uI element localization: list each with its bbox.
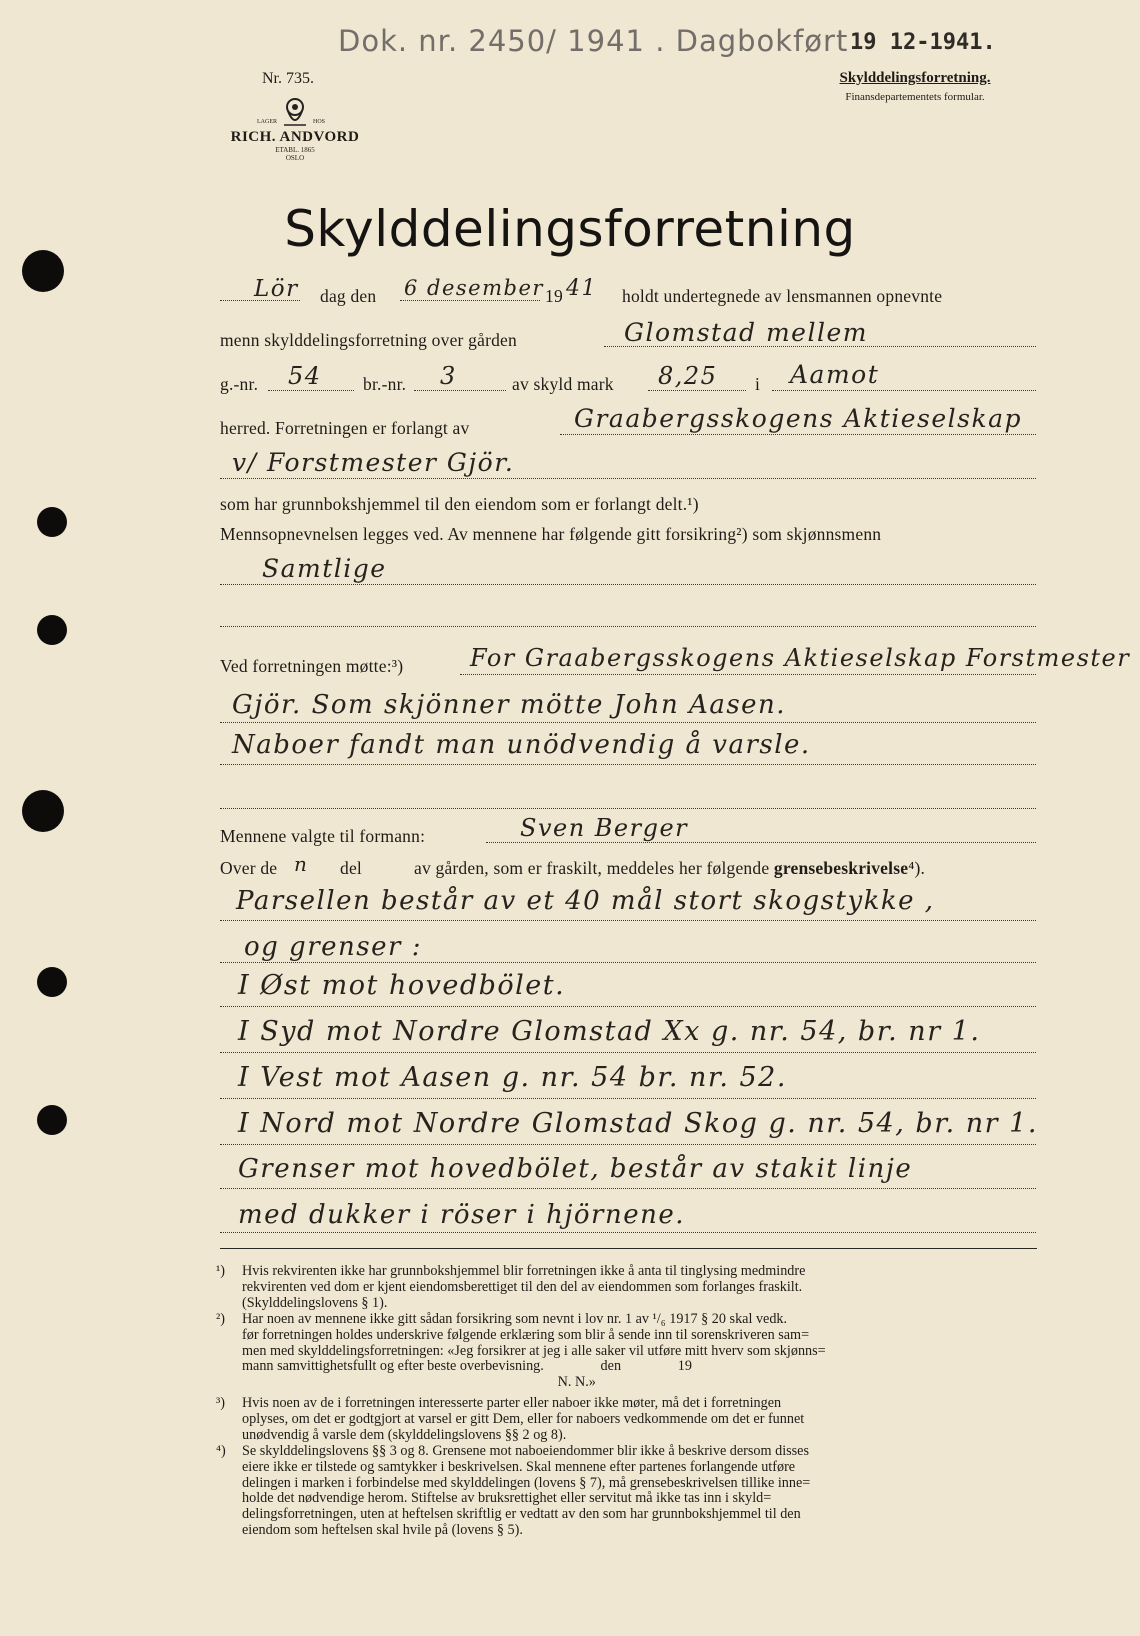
boundary-line-5: I Vest mot Aasen g. nr. 54 br. nr. 52.: [238, 1062, 787, 1093]
footnote-3: [216, 1396, 1042, 1443]
footnote-4: [216, 1444, 1042, 1539]
gnr-handwritten: 54: [288, 362, 322, 390]
label-year-prefix: 19: [545, 286, 563, 306]
text-fraskilt: av gården, som er fraskilt, meddeles her følgende: [414, 858, 770, 878]
attended-line-1: For Graabergsskogens Aktieselskap Forstmester: [470, 644, 1131, 672]
footnote-number: ²): [216, 1311, 225, 1327]
text-grunnbokshjemmel: som har grunnbokshjemmel til den eiendom som er forlangt delt.¹): [220, 494, 699, 514]
footnote-line: mann samvittighetsfullt og efter beste overbevisning. den 19: [242, 1358, 692, 1375]
attended-line-2: Gjör. Som skjönner mötte John Aasen.: [232, 690, 787, 720]
label-i: i: [755, 374, 761, 394]
fill-line: [460, 674, 1036, 675]
brnr-handwritten: 3: [440, 362, 457, 390]
boundary-line-8: med dukker i röser i hjörnene.: [238, 1200, 686, 1230]
herred-handwritten: Aamot: [790, 360, 880, 389]
boundary-line-7: Grenser mot hovedbölet, består av stakit linje: [238, 1154, 913, 1184]
fill-line: [560, 434, 1036, 435]
boundary-line-1: Parsellen består av et 40 mål stort skogstykke ,: [236, 886, 935, 916]
footnote-line: rekvirenten ved dom er kjent eiendomsberettiget til den del av eiendommen som forlanges fraskilt.: [242, 1278, 803, 1295]
boundary-line-4: I Syd mot Nordre Glomstad Xx g. nr. 54, br. nr 1.: [238, 1016, 981, 1047]
insured-handwritten: Samtlige: [262, 554, 387, 583]
fill-line: [414, 390, 506, 391]
footnote-line: før forretningen holdes underskrive følgende erklæring som blir å sende inn til sorenskriveren sam=: [242, 1326, 810, 1343]
footnote-line: men med skylddelingsforretningen: «Jeg forsikrer at jeg i alle saker vil utføre mitt hverv som skjønns=: [242, 1342, 826, 1359]
footnote-line: oplyses, om det er godtgjort at varsel er gitt Dem, eller for naboers vedkommende om det er funnet: [242, 1410, 805, 1427]
footnote-line: eiendom som heftelsen skal hvile på (lovens § 5).: [242, 1521, 523, 1538]
label-dag-den: dag den: [320, 286, 377, 306]
footnote-1: [216, 1264, 1042, 1311]
footnote-line: holde det nødvendige herom. Stiftelse av bruksrettighet eller servitut må ikke tas inn i skyld=: [242, 1490, 772, 1507]
fill-line: [648, 390, 746, 391]
fill-line: [220, 626, 1036, 627]
fill-line: [220, 920, 1036, 921]
year-handwritten: 41: [566, 276, 597, 301]
fill-line: [220, 764, 1036, 765]
footnote-line: Har noen av mennene ikke gitt sådan forsikring som nevnt i lov nr. 1 av ¹/₆ 1917 § 20 skal vedk.: [242, 1311, 788, 1327]
form-issuer: Finansdepartementets formular.: [845, 91, 985, 103]
fill-line: [220, 1232, 1036, 1233]
fill-line: [220, 1144, 1036, 1145]
publisher-emblem-icon: [278, 95, 312, 129]
logo-hos: HOS: [313, 119, 326, 125]
label-forlangt-av: herred. Forretningen er forlangt av: [220, 418, 470, 438]
footnote-2: [216, 1312, 1042, 1391]
label-over-den: Over de: [220, 858, 278, 878]
fill-line: [486, 842, 1036, 843]
footnote-number: ¹): [216, 1263, 225, 1279]
punch-hole: [37, 615, 67, 645]
footnote-line: Se skylddelingslovens §§ 3 og 8. Grensene mot naboeiendommer blir ikke å beskrive dersom disses: [242, 1443, 810, 1459]
punch-hole: [37, 967, 67, 997]
publisher-city: OSLO: [285, 154, 305, 162]
label-del: del: [340, 858, 362, 878]
punch-hole: [37, 507, 67, 537]
fill-line: [220, 808, 1036, 809]
fill-line: [220, 478, 1036, 479]
label-motte: Ved forretningen møtte:³): [220, 656, 404, 676]
farm-name-handwritten: Glomstad mellem: [624, 318, 868, 347]
footnote-line: delingen i marken i forbindelse med skylddelingen (lovens § 7), må grensebeskrivelsen tillike inne=: [242, 1474, 811, 1491]
footnote-line: unødvendig å varsle dem (skylddelingslovens §§ 2 og 8).: [242, 1426, 567, 1443]
fill-line: [220, 1052, 1036, 1053]
label-holdt: holdt undertegnede av lensmannen opnevnte: [622, 286, 943, 306]
requester-handwritten: Graabergsskogens Aktieselskap: [574, 404, 1023, 433]
punch-hole: [22, 790, 64, 832]
publisher-name: RICH. ANDVORD: [230, 129, 360, 145]
publisher-logo: [225, 95, 365, 162]
page-title: Skylddelingsforretning: [284, 200, 856, 258]
footnote-line: Hvis noen av de i forretningen interesserte parter eller naboer ikke møter, må det i forretningen: [242, 1395, 782, 1411]
chairman-handwritten: Sven Berger: [520, 814, 689, 842]
text-footnote-ref: ⁴).: [908, 858, 926, 878]
fill-line: [220, 1098, 1036, 1099]
label-brnr: br.-nr.: [363, 374, 407, 394]
footnote-number: ⁴): [216, 1443, 226, 1459]
fill-line: [220, 584, 1036, 585]
label-over-garden: menn skylddelingsforretning over gården: [220, 330, 517, 350]
publisher-established: ETABL. 1865: [275, 146, 315, 154]
footnote-line: Hvis rekvirenten ikke har grunnbokshjemmel blir forretningen ikke å anta til tinglysing medmindre: [242, 1263, 806, 1279]
label-formann: Mennene valgte til formann:: [220, 826, 426, 846]
label-gnr: g.-nr.: [220, 374, 259, 394]
attended-line-3: Naboer fandt man unödvendig å varsle.: [232, 730, 811, 760]
footnote-line: delingsforretningen, uten at heftelsen skriftlig er vedtatt av den som har grunnbokshjemmel til den: [242, 1506, 801, 1523]
form-name-block: [790, 70, 1040, 103]
boundary-line-2: og grenser :: [244, 932, 422, 962]
fill-line: [400, 300, 540, 301]
footnote-number: ³): [216, 1395, 225, 1411]
text-mennsopnevnelsen: Mennsopnevnelsen legges ved. Av mennene har følgende gitt forsikring²) som skjønnsmenn: [220, 524, 882, 544]
boundary-line-3: I Øst mot hovedbölet.: [238, 970, 566, 1001]
form-name: Skylddelingsforretning.: [839, 70, 991, 86]
footnote-divider: [220, 1248, 1037, 1249]
boundary-line-6: I Nord mot Nordre Glomstad Skog g. nr. 54, br. nr 1.: [238, 1108, 1038, 1139]
weekday-handwritten: Lör: [254, 276, 299, 302]
fill-line: [220, 722, 1036, 723]
label-av-garden: [414, 858, 925, 879]
fill-line: [772, 390, 1036, 391]
logo-lager: LAGER: [257, 119, 277, 125]
date-handwritten: 6 desember: [404, 276, 544, 300]
handwritten-n: n: [294, 852, 309, 876]
form-number: Nr. 735.: [262, 70, 314, 87]
label-skyld-mark: av skyld mark: [512, 374, 614, 394]
footnote-line: N. N.»: [242, 1374, 596, 1391]
fill-line: [268, 390, 354, 391]
footnote-line: (Skylddelingslovens § 1).: [242, 1294, 388, 1311]
fill-line: [220, 1188, 1036, 1189]
skyld-handwritten: 8,25: [658, 362, 718, 390]
text-grensebeskrivelse: grensebeskrivelse: [773, 858, 909, 878]
registration-stamp: Dok. nr. 2450/ 1941 . Dagbokført: [338, 24, 849, 58]
registration-date: 19 12-1941.: [850, 30, 996, 55]
fill-line: [220, 962, 1036, 963]
footnote-line: eiere ikke er tilstede og samtykker i beskrivelsen. Skal mennene efter partenes forlangende utføre: [242, 1458, 796, 1475]
requester-cont-handwritten: v/ Forstmester Gjör.: [232, 448, 515, 477]
fill-line: [220, 1006, 1036, 1007]
punch-hole: [37, 1105, 67, 1135]
